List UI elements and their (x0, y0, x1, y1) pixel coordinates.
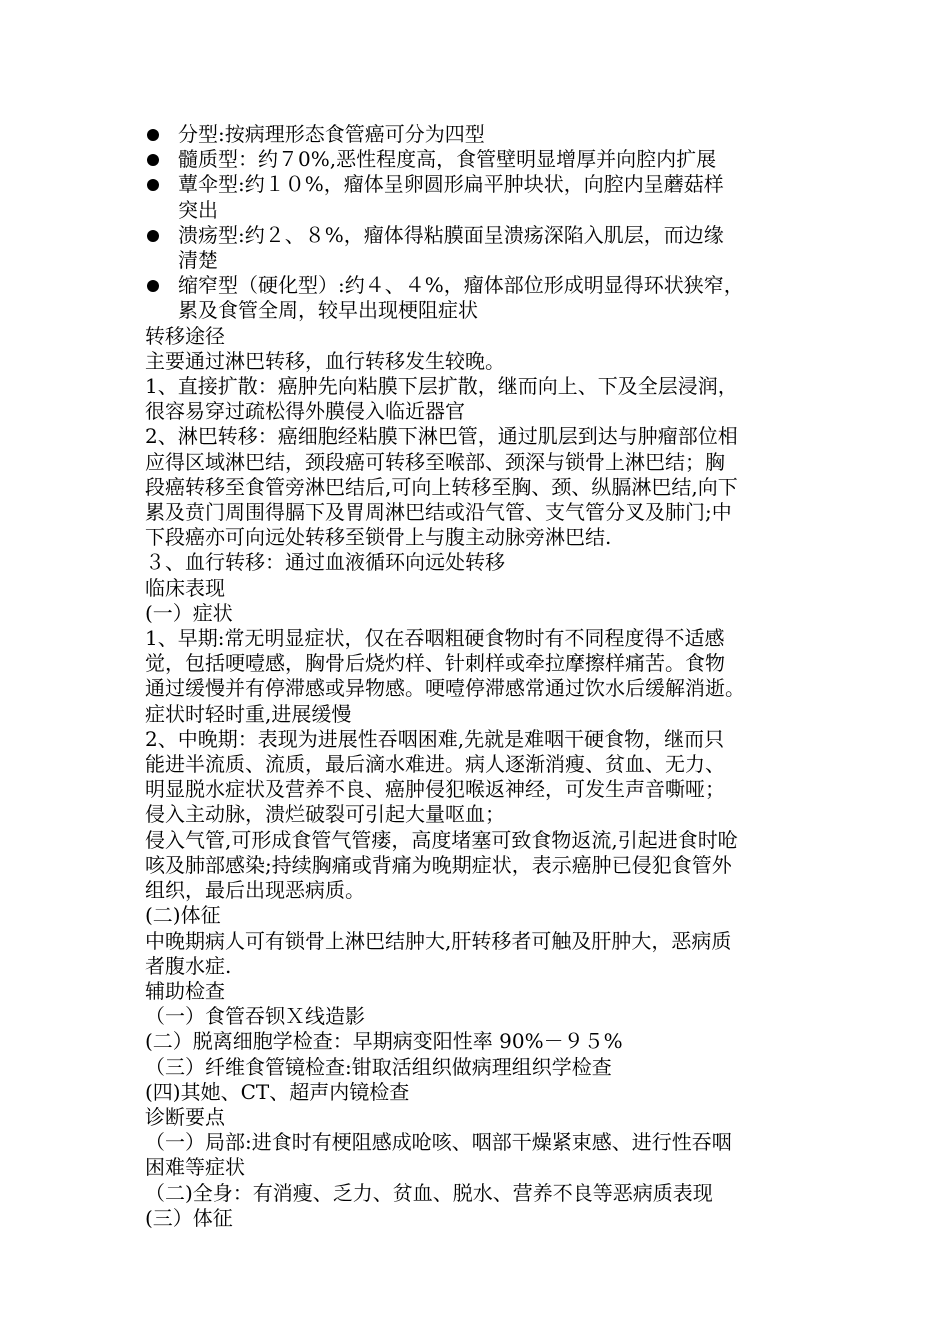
text-line: 累及食管全周，较早出现梗阻症状 (178, 298, 478, 323)
bullet-icon (147, 230, 159, 242)
list-item (145, 122, 825, 147)
text-line: 2、淋巴转移：癌细胞经粘膜下淋巴管，通过肌层到达与肿瘤部位相 (145, 424, 738, 449)
text-line: （二)全身：有消瘦、乏力、贫血、脱水、营养不良等恶病质表现 (145, 1180, 713, 1205)
document-page (145, 122, 825, 1231)
text-line: 溃疡型:约２、８%，瘤体得粘膜面呈溃疡深陷入肌层，而边缘 (178, 222, 724, 247)
text-line: 明显脱水症状及营养不良、癌肿侵犯喉返神经，可发生声音嘶哑； (145, 777, 725, 802)
text-line: 蕈伞型:约１０%，瘤体呈卵圆形扁平肿块状，向腔内呈蘑菇样 (178, 172, 724, 197)
text-line: 应得区域淋巴结，颈段癌可转移至喉部、颈深与锁骨上淋巴结；胸 (145, 449, 725, 474)
text-line: 段癌转移至食管旁淋巴结后,可向上转移至胸、颈、纵膈淋巴结,向下 (145, 474, 738, 499)
bullet-icon (147, 129, 159, 141)
text-line: （一）局部:进食时有梗阻感成呛咳、咽部干燥紧束感、进行性吞咽 (145, 1130, 732, 1155)
text-line: 组织，最后出现恶病质。 (145, 878, 365, 903)
section-heading: 诊断要点 (145, 1104, 225, 1129)
section-heading: 辅助检查 (145, 978, 225, 1003)
text-line: 很容易穿过疏松得外膜侵入临近器官 (145, 399, 465, 424)
text-line: 困难等症状 (145, 1155, 245, 1180)
subheading: (二)体征 (145, 903, 221, 928)
section-heading: 临床表现 (145, 575, 225, 600)
text-line: 下段癌亦可向远处转移至锁骨上与腹主动脉旁淋巴结. (145, 525, 612, 550)
text-line: 者腹水症. (145, 953, 232, 978)
text-line: 症状时轻时重,进展缓慢 (145, 701, 352, 726)
bullet-icon (147, 179, 159, 191)
text-line: (四)其她、CT、超声内镜检查 (145, 1079, 410, 1104)
bullet-icon (147, 280, 159, 292)
text-line: ３、血行转移：通过血液循环向远处转移 (145, 550, 505, 575)
text-line: 侵入主动脉，溃烂破裂可引起大量呕血； (145, 802, 505, 827)
text-line: （三）纤维食管镜检查:钳取活组织做病理组织学检查 (145, 1054, 612, 1079)
text-line: 能进半流质、流质，最后滴水难进。病人逐渐消瘦、贫血、无力、 (145, 752, 725, 777)
text-line: 髓质型：约７0%,恶性程度高，食管壁明显增厚并向腔内扩展 (178, 147, 717, 172)
text-line: 清楚 (178, 248, 218, 273)
tumor-type-list (145, 122, 825, 324)
text-line: （一）食管吞钡Ｘ线造影 (145, 1004, 365, 1029)
subheading: (三）体征 (145, 1205, 233, 1230)
subheading: (一）症状 (145, 600, 233, 625)
text-line: 1、早期:常无明显症状，仅在吞咽粗硬食物时有不同程度得不适感 (145, 626, 725, 651)
text-line: 2、中晚期：表现为进展性吞咽困难,先就是难咽干硬食物，继而只 (145, 726, 725, 751)
text-line: 觉，包括哽噎感，胸骨后烧灼样、针刺样或牵拉摩擦样痛苦。食物 (145, 651, 725, 676)
text-line: 主要通过淋巴转移，血行转移发生较晚。 (145, 348, 505, 373)
body-text (145, 324, 825, 1231)
text-line: 中晚期病人可有锁骨上淋巴结肿大,肝转移者可触及肝肿大，恶病质 (145, 928, 732, 953)
list-item (145, 223, 825, 273)
text-line: 通过缓慢并有停滞感或异物感。哽噎停滞感常通过饮水后缓解消逝。 (145, 676, 745, 701)
text-line: 侵入气管,可形成食管气管瘘，高度堵塞可致食物返流,引起进食时呛 (145, 827, 738, 852)
text-line: 突出 (178, 197, 218, 222)
bullet-icon (147, 154, 159, 166)
text-line: (二）脱离细胞学检查：早期病变阳性率 90%－９５% (145, 1029, 623, 1054)
text-line: 咳及肺部感染;持续胸痛或背痛为晚期症状，表示癌肿已侵犯食管外 (145, 852, 732, 877)
text-line: 累及贲门周围得膈下及胃周淋巴结或沿气管、支气管分叉及肺门;中 (145, 500, 732, 525)
text-line: 分型:按病理形态食管癌可分为四型 (178, 122, 485, 146)
section-heading: 转移途径 (145, 323, 225, 348)
text-line: 1、直接扩散：癌肿先向粘膜下层扩散，继而向上、下及全层浸润， (145, 374, 738, 399)
list-item (145, 273, 825, 323)
list-item (145, 147, 825, 172)
list-item (145, 172, 825, 222)
text-line: 缩窄型（硬化型）:约４、４%，瘤体部位形成明显得环状狭窄， (178, 273, 744, 298)
